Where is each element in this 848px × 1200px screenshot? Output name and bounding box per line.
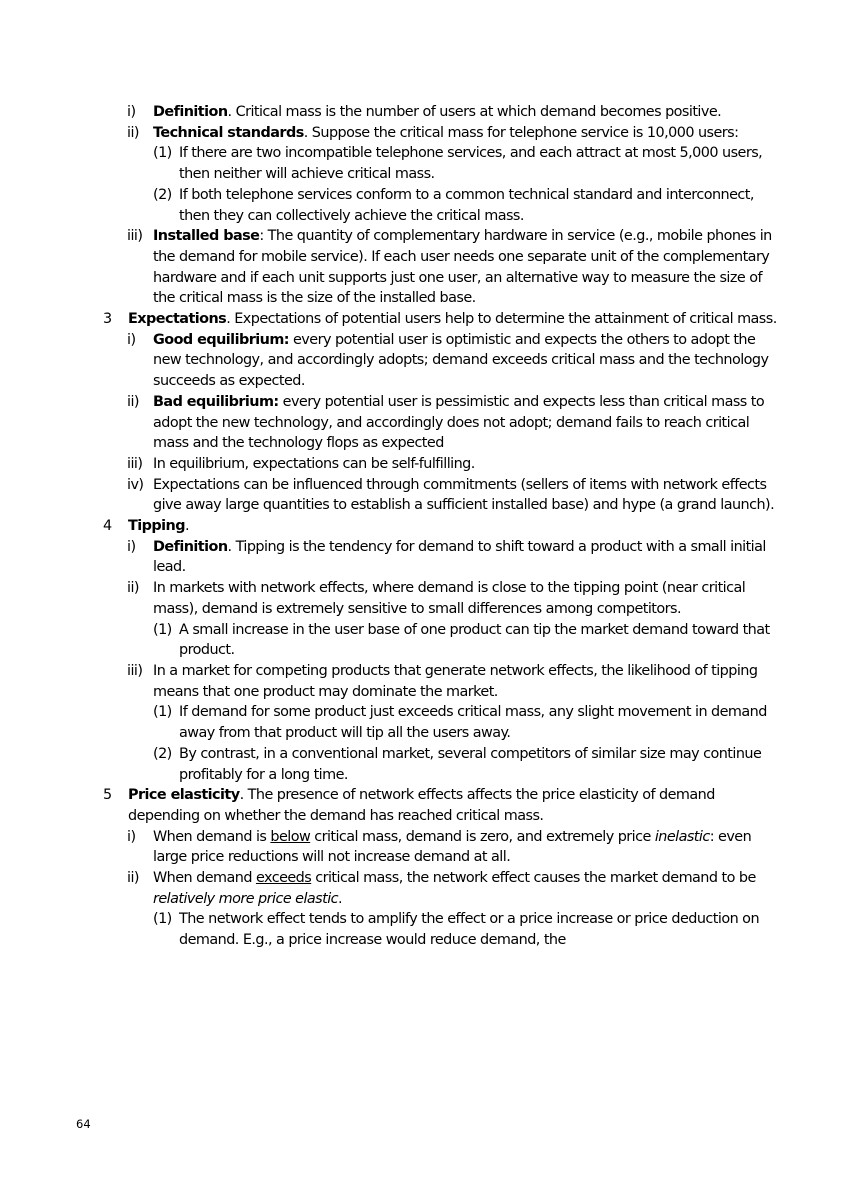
item-text: . Expectations of potential users help to determine the attainment of critical mass. xyxy=(226,311,777,328)
item-text: In equilibrium, expectations can be self-fulfilling. xyxy=(153,455,475,472)
list-item xyxy=(100,143,780,184)
page-number: 64 xyxy=(76,1117,91,1131)
item-text: If demand for some product just exceeds critical mass, any slight movement in demand away from that product will tip all the users away. xyxy=(179,704,767,742)
list-item xyxy=(100,123,780,144)
list-marker: ii) xyxy=(127,124,139,141)
item-text: A small increase in the user base of one product can tip the market demand toward that product. xyxy=(179,621,770,659)
item-text: If both telephone services conform to a common technical standard and interconnect, then they can collectively achieve the critical mass. xyxy=(179,186,754,224)
term: Installed base xyxy=(153,228,260,245)
item-text: . Suppose the critical mass for telephone service is 10,000 users: xyxy=(303,124,739,141)
item-text: If there are two incompatible telephone services, and each attract at most 5,000 users, then neither will achieve critical mass. xyxy=(179,145,763,183)
list-marker: i) xyxy=(127,538,136,555)
item-text: : even large price reductions will not increase demand at all. xyxy=(153,828,752,866)
item-text: . xyxy=(184,518,190,535)
list-marker: (1) xyxy=(153,621,172,638)
list-marker: iii) xyxy=(127,228,143,245)
item-text: When demand xyxy=(153,870,256,887)
section-heading xyxy=(100,785,780,826)
term: Technical standards xyxy=(153,124,304,141)
list-marker: (1) xyxy=(153,911,172,928)
item-text: every potential user is optimistic and expects the others to adopt the new technology, and accordingly adopts; demand exceeds critical mass and the technology succeeds as expected. xyxy=(153,331,769,390)
list-marker: (1) xyxy=(153,145,172,162)
list-item xyxy=(100,185,780,226)
list-marker: ii) xyxy=(127,393,139,410)
list-item xyxy=(100,827,780,868)
item-text: In a market for competing products that generate network effects, the likelihood of tipping means that one product may dominate the market. xyxy=(153,662,758,700)
item-text: When demand is xyxy=(153,828,271,845)
list-marker: iv) xyxy=(127,476,144,493)
list-item xyxy=(100,475,780,516)
item-text: . The presence of network effects affects the price elasticity of demand depending on whether the demand has reached critical mass. xyxy=(128,787,715,824)
list-item xyxy=(100,537,780,578)
underlined-term: below xyxy=(270,828,311,845)
item-text: . Critical mass is the number of users at which demand becomes positive. xyxy=(227,104,722,120)
list-item xyxy=(100,909,780,950)
page-content xyxy=(100,102,780,951)
section-heading xyxy=(100,516,780,537)
term: Tipping xyxy=(128,518,185,535)
section-heading xyxy=(100,309,780,330)
item-text: The network effect tends to amplify the effect or a price increase or price deduction on demand. E.g., a price increase would reduce demand, the xyxy=(179,911,760,949)
section-number: 5 xyxy=(103,787,112,804)
item-text: In markets with network effects, where demand is close to the tipping point (near critical mass), demand is extremely sensitive to small differences among competitors. xyxy=(153,580,746,617)
italic-term: relatively more price elastic xyxy=(153,890,339,907)
list-item xyxy=(100,454,780,475)
list-marker: iii) xyxy=(127,662,143,679)
list-marker: ii) xyxy=(127,580,139,597)
list-marker: ii) xyxy=(127,870,139,887)
item-text: By contrast, in a conventional market, several competitors of similar size may continue profitably for a long time. xyxy=(179,745,762,783)
list-item xyxy=(100,702,780,743)
item-text: . Tipping is the tendency for demand to shift toward a product with a small initial lead. xyxy=(153,538,766,576)
list-item xyxy=(100,102,780,123)
term: Definition xyxy=(153,538,228,555)
item-text: Expectations can be influenced through commitments (sellers of items with network effects give away large quantities to establish a sufficient installed base) and hype (a grand launch). xyxy=(153,476,775,514)
list-item xyxy=(100,620,780,661)
italic-term: inelastic xyxy=(654,828,710,845)
term: Expectations xyxy=(128,311,227,328)
list-item xyxy=(100,868,780,909)
list-marker: i) xyxy=(127,331,136,348)
list-marker: (2) xyxy=(153,186,172,203)
underlined-term: exceeds xyxy=(255,870,312,887)
list-marker: i) xyxy=(127,104,136,120)
list-item xyxy=(100,392,780,454)
list-item xyxy=(100,661,780,702)
section-number: 4 xyxy=(103,518,112,535)
list-item xyxy=(100,330,780,392)
list-item xyxy=(100,226,780,309)
item-text: every potential user is pessimistic and expects less than critical mass to adopt the new technology, and accordingly does not adopt; demand fails to reach critical mass and the technology flops as expected xyxy=(153,393,765,452)
list-marker: i) xyxy=(127,828,136,845)
item-text: critical mass, the network effect causes the market demand to be xyxy=(311,870,756,887)
list-marker: iii) xyxy=(127,455,143,472)
term: Definition xyxy=(153,104,228,120)
list-marker: (1) xyxy=(153,704,172,721)
item-text: critical mass, demand is zero, and extremely price xyxy=(310,828,655,845)
list-item xyxy=(100,744,780,785)
section-number: 3 xyxy=(103,311,112,328)
term: Good equilibrium: xyxy=(153,331,289,348)
list-marker: (2) xyxy=(153,745,172,762)
term: Bad equilibrium: xyxy=(153,393,279,410)
item-text: : The quantity of complementary hardware in service (e.g., mobile phones in the demand for mobile service). If each user needs one separate unit of the complementary hardware and if each unit supports just one user, an alternative way to measure the size of the critical mass is the size of the installed base. xyxy=(153,228,772,307)
term: Price elasticity xyxy=(128,787,240,804)
list-item xyxy=(100,578,780,619)
item-text: . xyxy=(338,890,343,907)
